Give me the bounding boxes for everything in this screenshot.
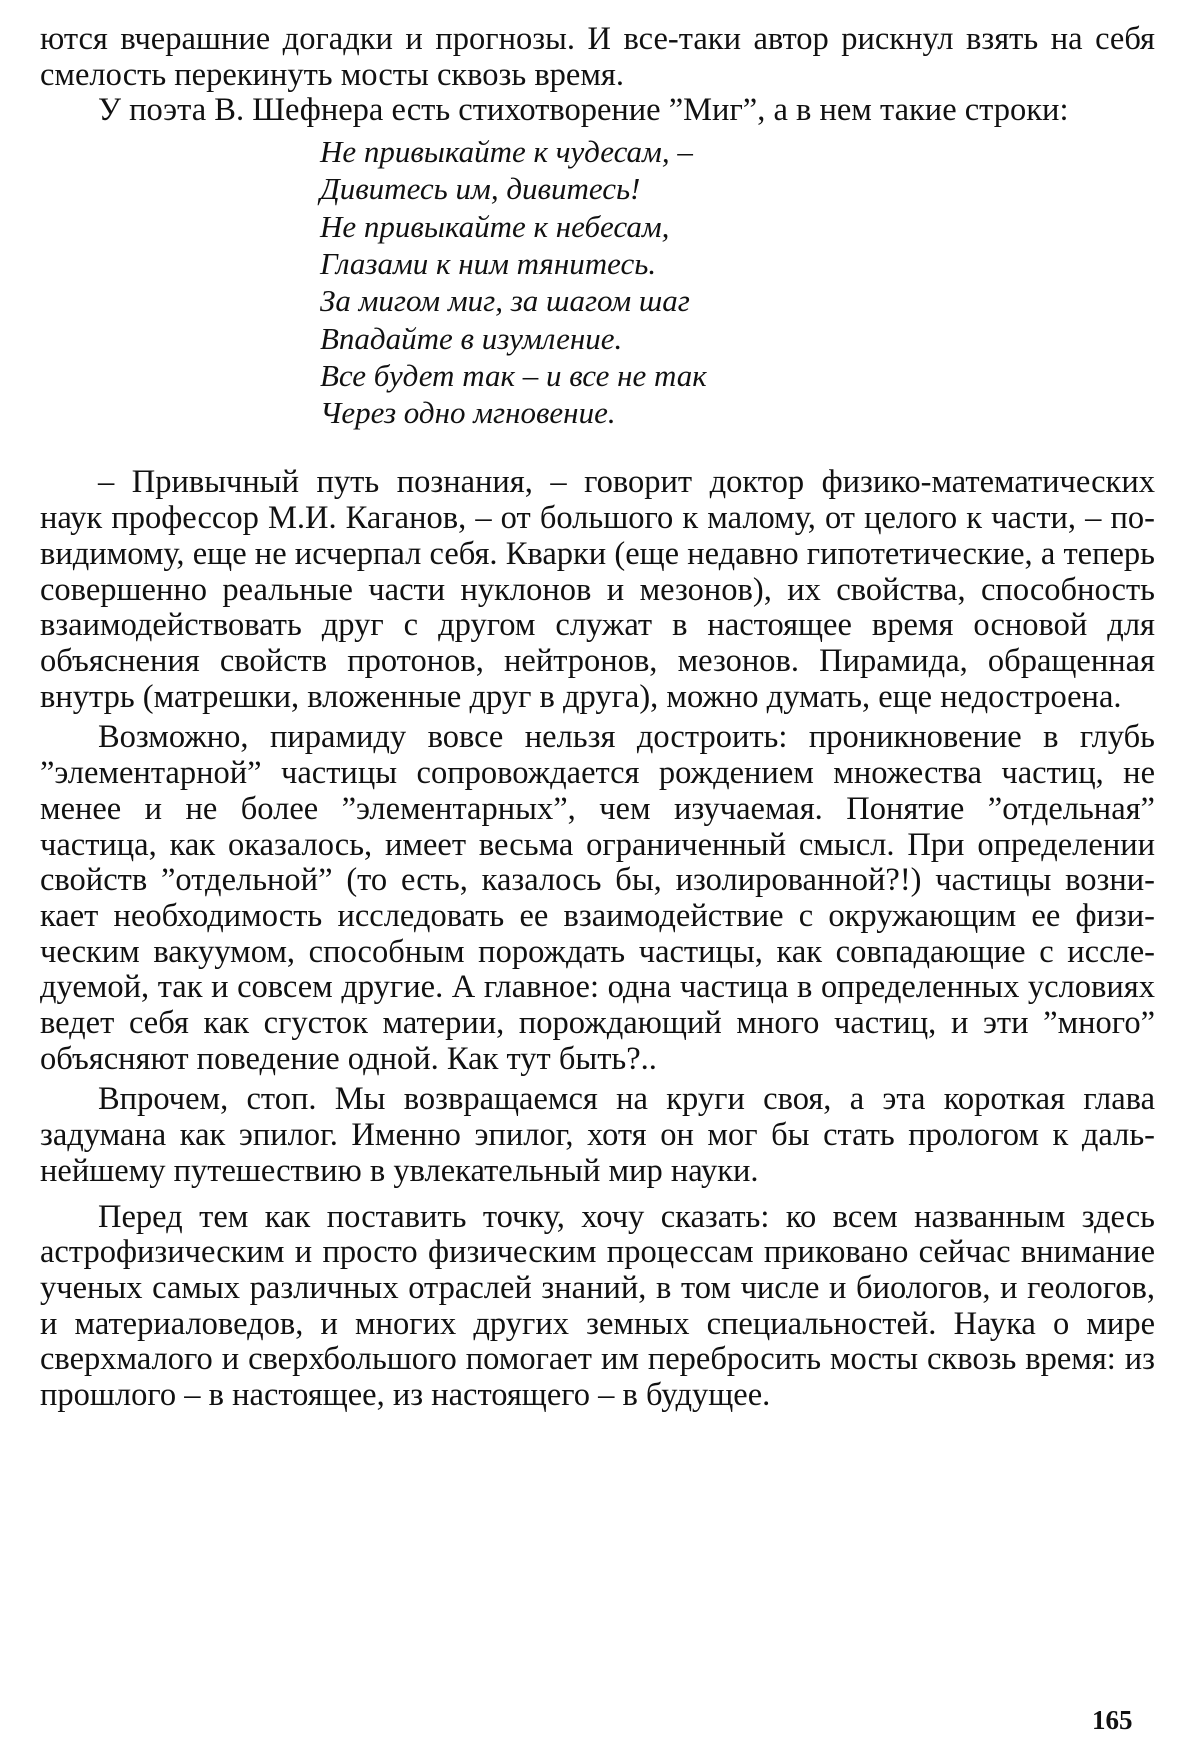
poem bbox=[320, 133, 1155, 431]
kaganov-quote-paragraph: – Привычный путь познания, – говорит доктор физико-математических наук профессор М.И. Каганов, – от большого к малому, от целого к части, – по-видимому, еще не исчерпал себя. Кварки (еще недавно гипотетические, а теперь совершенно реальные части нуклонов и мезонов), их свойства, способность взаимодействовать друг с другом служат в настоящее время основой для объяснения свойств протонов, нейтронов, мезонов. Пирамида, обращенная внутрь (матрешки, вложенные друг в друга), можно думать, еще недостроена. bbox=[40, 464, 1155, 715]
poem-line-8: Через одно мгновение. bbox=[320, 395, 616, 431]
poem-line-2: Дивитесь им, дивитесь! bbox=[320, 171, 641, 207]
poem-line-3: Не привыкайте к небесам, bbox=[320, 208, 670, 244]
page-number: 165 bbox=[1092, 1705, 1133, 1735]
poem-line-1: Не привыкайте к чудесам, – bbox=[320, 134, 693, 170]
closing-paragraph: Перед тем как поставить точку, хочу сказать: ко всем названным здесь астрофизическим и просто физическим процессам приковано сейчас внимание ученых самых различных отраслей знаний, в том числе и биологов, и геологов, и материаловедов, и многих других земных специальностей. Наука о мире сверхмалого и сверхбольшого помогает им перебросить мосты сквозь время: из прошлого – в настоящее, из настоящего – в будущее. bbox=[40, 1198, 1155, 1414]
epilogue-paragraph: Впрочем, стоп. Мы возвращаемся на круги своя, а эта короткая глава задумана как эпилог. Именно эпилог, хотя он мог бы стать прологом к дальнейшему путешествию в увлекательный мир науки. bbox=[40, 1081, 1155, 1189]
poem-line-6: Впадайте в изумление. bbox=[320, 320, 623, 356]
poem-line-7: Все будет так – и все не так bbox=[320, 357, 707, 393]
opening-paragraph: ются вчерашние догадки и прогнозы. И все-таки автор рискнул взять на себя смелость перекинуть мосты сквозь время. bbox=[40, 21, 1155, 93]
pyramid-paragraph: Возможно, пирамиду вовсе нельзя достроить: проникновение в глубь ”элементарной” частицы сопровождается рождением множества частиц, не менее и не более ”элементарных”, чем изучаемая. Понятие ”отдельная” частица, как оказалось, имеет весьма ограниченный смысл. При определении свойств ”отдельной” (то есть, казалось бы, изолированной?!) частицы возникает необходимость исследовать ее взаимодействие с окружающим ее физическим вакуумом, способным порождать частицы, как совпадающие с исследуемой, так и совсем другие. А главное: одна частица в определенных условиях ведет себя как сгусток материи, порождающий много частиц, и эти ”много” объясняют поведение одной. Как тут быть?.. bbox=[40, 719, 1155, 1077]
page-body bbox=[40, 22, 1155, 1414]
poem-line-5: За мигом миг, за шагом шаг bbox=[320, 283, 690, 319]
poem-line-4: Глазами к ним тянитесь. bbox=[320, 246, 657, 281]
poem-introduction: У поэта В. Шефнера есть стихотворение ”Миг”, а в нем такие строки: bbox=[98, 92, 1069, 129]
